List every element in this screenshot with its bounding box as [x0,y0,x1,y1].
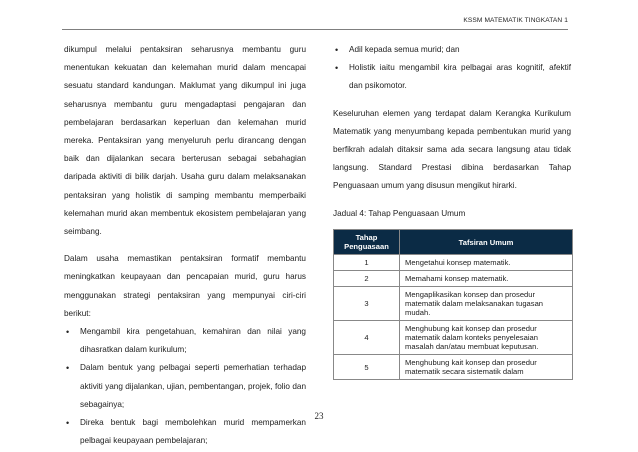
right-column [333,41,571,223]
header-rule [62,29,568,30]
table-row [334,321,573,355]
description-cell: Memahami konsep matematik. [400,271,573,287]
level-cell: 1 [334,255,400,271]
list-item: • Dalam bentuk yang pelbagai seperti pemerhatian terhadap aktiviti yang dijalankan, ujian, pembentangan, projek, folio dan sebagainya; [64,359,306,414]
list-item: • Direka bentuk bagi membolehkan murid mempamerkan pelbagai keupayaan pembelajaran; [64,414,306,450]
column-header-description: Tafsiran Umum [400,230,573,255]
paragraph-gap [333,196,571,205]
list-item: • Holistik iaitu mengambil kira pelbagai aras kognitif, afektif dan psikomotor. [333,59,571,95]
description-cell: Menghubung kait konsep dan prosedur matematik secara sistematik dalam [400,355,573,380]
right-paragraph-1: Keseluruhan elemen yang terdapat dalam Kerangka Kurikulum Matematik yang menyumbang kepada pembentukan murid yang berfikrah adalah ditaksir sama ada secara langsung atau tidak langsung. Standard Prestasi dibina berdasarkan Tahap Penguasaan umum yang disusun mengikut hirarki. [333,108,571,191]
paragraph-gap [64,241,306,250]
table-row [334,287,573,321]
description-cell: Mengetahui konsep matematik. [400,255,573,271]
table-row [334,255,573,271]
left-paragraph-1: dikumpul melalui pentaksiran seharusnya membantu guru menentukan kekuatan dan kelemahan murid dalam mencapai sesuatu standard kandungan. Maklumat yang dikumpul ini juga seharusnya membantu guru mengadaptasi pengajaran dan pembelajaran berdasarkan keperluan dan kelemahan murid mereka. Pentaksiran yang menyeluruh perlu dirancang dengan baik dan dijalankan secara berterusan sebagai sebahagian daripada aktiviti di bilik darjah. Usaha guru dalam melaksanakan pentaksiran yang holistik di samping membantu memperbaiki kelemahan murid akan membentuk ekosistem pembelajaran yang seimbang. [64,45,306,237]
list-item: • Mengambil kira pengetahuan, kemahiran dan nilai yang dihasratkan dalam kurikulum; [64,323,306,359]
level-cell: 5 [334,355,400,380]
right-bullet-list [333,41,571,96]
paragraph-gap [333,96,571,105]
left-paragraph-2: Dalam usaha memastikan pentaksiran formatif membantu meningkatkan keupayaan dan pencapaian murid, guru harus menggunakan strategi pentaksiran yang mempunyai ciri-ciri berikut: [64,254,306,318]
table-caption: Jadual 4: Tahap Penguasaan Umum [333,208,466,218]
running-header: KSSM MATEMATIK TINGKATAN 1 [463,17,568,24]
mastery-level-table [333,229,573,380]
list-item: • Adil kepada semua murid; dan [333,41,571,59]
level-cell: 4 [334,321,400,355]
table-row [334,271,573,287]
left-column [64,41,306,450]
level-cell: 3 [334,287,400,321]
column-header-level: Tahap Penguasaan [334,230,400,255]
table-row [334,355,573,380]
description-cell: Mengaplikasikan konsep dan prosedur matematik dalam melaksanakan tugasan mudah. [400,287,573,321]
table-header-row [334,230,573,255]
level-cell: 2 [334,271,400,287]
left-bullet-list [64,323,306,450]
description-cell: Menghubung kait konsep dan prosedur matematik dalam konteks penyelesaian masalah dan/atau membuat keputusan. [400,321,573,355]
page-number: 23 [314,411,324,421]
